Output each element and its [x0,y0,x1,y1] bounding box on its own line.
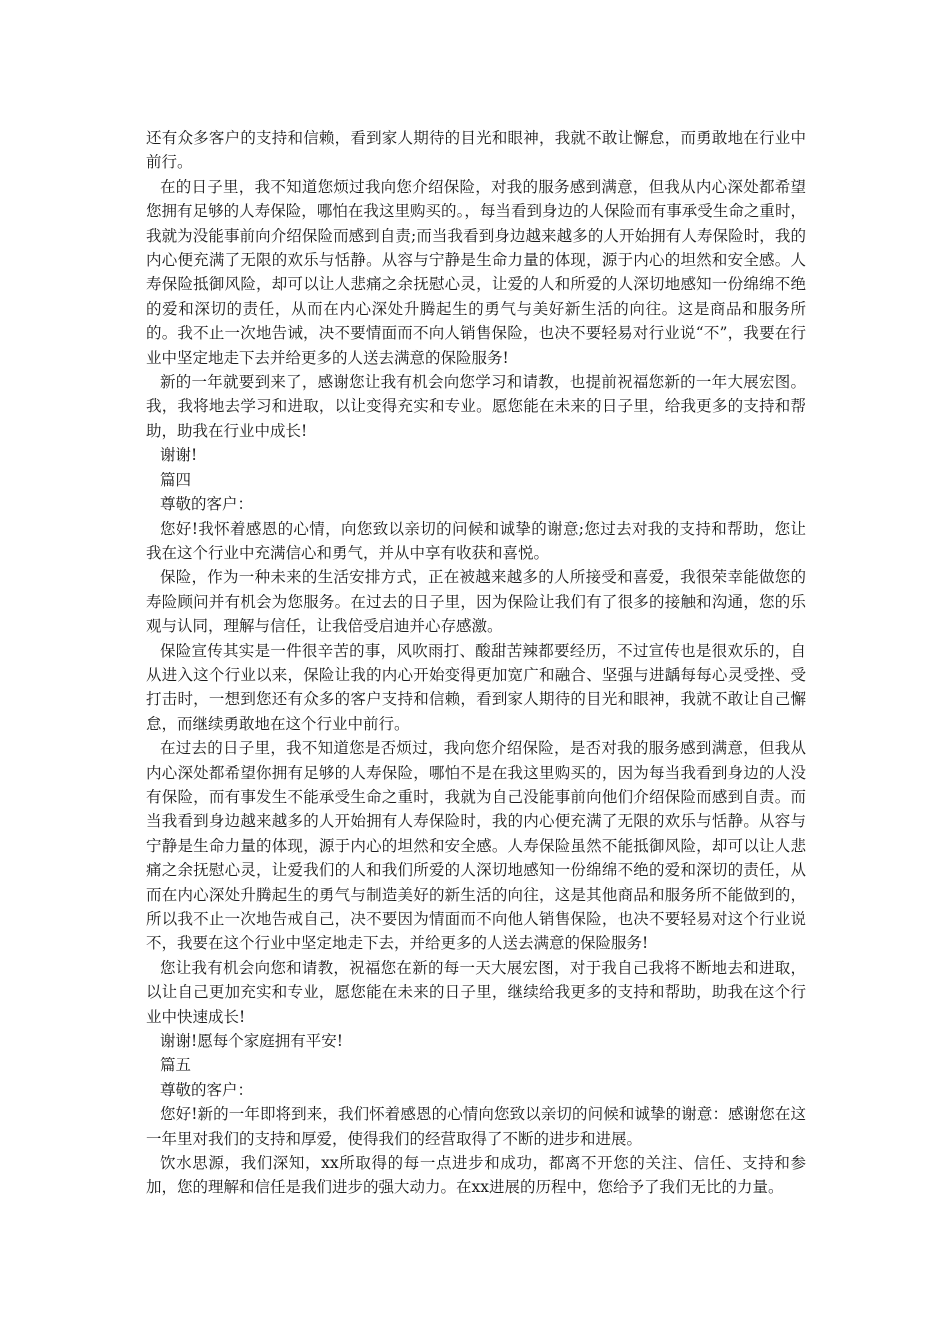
paragraph: 饮水思源，我们深知，xx所取得的每一点进步和成功，都离不开您的关注、信任、支持和参加，您的理解和信任是我们进步的强大动力。在xx进展的历程中，您给予了我们无比的力量。 [146,1154,806,1197]
salutation: 尊敬的客户： [160,1080,254,1099]
paragraph: 您好!我怀着感恩的心情，向您致以亲切的问候和诚挚的谢意;您过去对我的支持和帮助，您让我在这个行业中充满信心和勇气，并从中享有收获和喜悦。 [146,519,806,562]
closing-thanks: 谢谢! [160,446,198,465]
document-body [146,126,806,1200]
paragraph-continuation: 还有众多客户的支持和信赖，看到家人期待的目光和眼神，我就不敢让懈怠，而勇敢地在行业中前行。 [146,129,806,172]
paragraph: 您好!新的一年即将到来，我们怀着感恩的心情向您致以亲切的问候和诚挚的谢意：感谢您在这一年里对我们的支持和厚爱，使得我们的经营取得了不断的进步和进展。 [146,1105,806,1148]
section-heading: 篇四 [160,470,192,489]
paragraph: 在的日子里，我不知道您烦过我向您介绍保险，对我的服务感到满意，但我从内心深处都希望您拥有足够的人寿保险，哪怕在我这里购买的。，每当看到身边的人保险而有事承受生命之重时，我就为没能事前向介绍保险而感到自责;而当我看到身边越来越多的人开始拥有人寿保险时，我的内心便充满了无限的欢乐与恬静。从容与宁静是生命力量的体现，源于内心的坦然和安全感。人寿保险抵御风险，却可以让人悲痛之余抚慰心灵，让爱的人和所爱的人深切地感知一份绵绵不绝的爱和深切的责任，从而在内心深处升腾起生的勇气与美好新生活的向往。这是商品和服务所的。我不止一次地告诫，决不要情面而不向人销售保险，也决不要轻易对行业说“不”，我要在行业中坚定地走下去并给更多的人送去满意的保险服务! [146,177,806,367]
paragraph: 新的一年就要到来了，感谢您让我有机会向您学习和请教，也提前祝福您新的一年大展宏图。我，我将地去学习和进取，以让变得充实和专业。愿您能在未来的日子里，给我更多的支持和帮助，助我在行业中成长! [146,373,806,440]
salutation: 尊敬的客户： [160,495,254,514]
paragraph: 保险宣传其实是一件很辛苦的事，风吹雨打、酸甜苦辣都要经历，不过宣传也是很欢乐的，自从进入这个行业以来，保险让我的内心开始变得更加宽广和融合、坚强与进龋每每心灵受挫、受打击时，一想到您还有众多的客户支持和信赖，看到家人期待的目光和眼神，我就不敢让自己懈怠，而继续勇敢地在这个行业中前行。 [146,641,806,733]
paragraph: 在过去的日子里，我不知道您是否烦过，我向您介绍保险，是否对我的服务感到满意，但我从内心深处都希望你拥有足够的人寿保险，哪怕不是在我这里购买的，因为每当我看到身边的人没有保险，而有事发生不能承受生命之重时，我就为自己没能事前向他们介绍保险而感到自责。而当我看到身边越来越多的人开始拥有人寿保险时，我的内心便充满了无限的欢乐与恬静。从容与宁静是生命力量的体现，源于内心的坦然和安全感。人寿保险虽然不能抵御风险，却可以让人悲痛之余抚慰心灵，让爱我们的人和我们所爱的人深切地感知一份绵绵不绝的爱和深切的责任，从而在内心深处升腾起生的勇气与制造美好的新生活的向往，这是其他商品和服务所不能做到的，所以我不止一次地告戒自己，决不要因为情面而不向他人销售保险，也决不要轻易对这个行业说不，我要在这个行业中坚定地走下去，并给更多的人送去满意的保险服务! [146,739,806,953]
closing-thanks: 谢谢!愿每个家庭拥有平安! [160,1032,343,1051]
section-heading: 篇五 [160,1056,192,1075]
paragraph: 您让我有机会向您和请教，祝福您在新的每一天大展宏图，对于我自己我将不断地去和进取，以让自己更加充实和专业，愿您能在未来的日子里，继续给我更多的支持和帮助，助我在这个行业中快速成长! [146,958,806,1026]
paragraph: 保险，作为一种未来的生活安排方式，正在被越来越多的人所接受和喜爱，我很荣幸能做您的寿险顾问并有机会为您服务。在过去的日子里，因为保险让我们有了很多的接触和沟通，您的乐观与认同，理解与信任，让我倍受启迪并心存感激。 [146,568,806,636]
